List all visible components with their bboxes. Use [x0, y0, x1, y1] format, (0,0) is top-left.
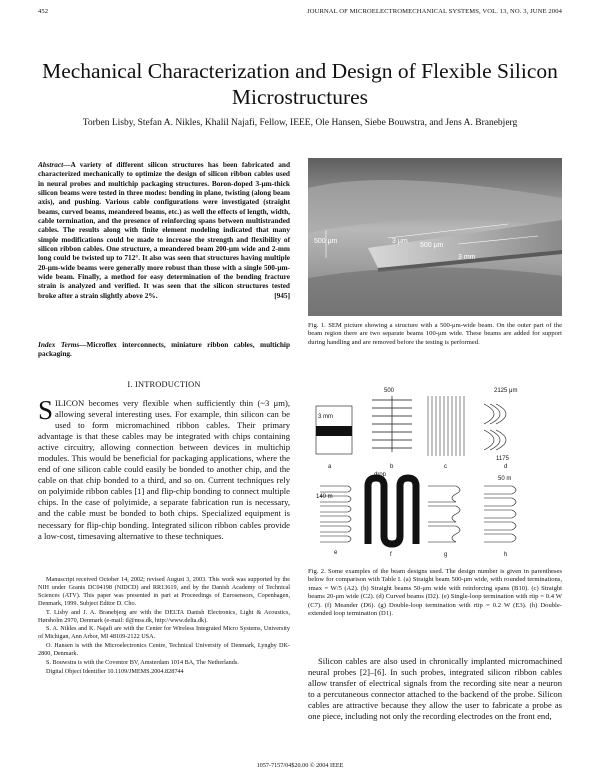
drop-cap: S [38, 395, 54, 425]
fig2-panel-h-extended-loops [484, 486, 516, 542]
footnote-affiliation: S. A. Nikles and K. Najafi are with the Center for Wireless Integrated Micro Systems, University of Michigan, Ann Arbor, MI 48109-2122 USA. [38, 625, 290, 641]
fig1-caption: Fig. 1. SEM picture showing a structure with a 500-μm-wide beam. On the outer part of the beam region there are two separate beams 100-μm wide. These beams are added for support during handling and are removed before the testing is performed. [308, 322, 562, 346]
fig2-panel-c-beams [428, 396, 464, 456]
fig2-beam-designs [308, 386, 562, 564]
fig2-panel-letter: d [504, 464, 508, 470]
fig2-panel-g-double-loops [428, 486, 460, 542]
fig2-panel-letter: g [444, 552, 448, 558]
footnote-affiliation: O. Hansen is with the Microelectronics Centre, Technical University of Denmark, Lyngby DK-2800, Denmark. [38, 642, 290, 658]
fig2-label: 1175 [496, 456, 509, 462]
fig2-label: 3 mm [318, 414, 333, 420]
footnote-affiliation: S. Bouwstra is with the Coventor BV, Amsterdam 1014 BA, The Netherlands. [46, 659, 239, 667]
fig1-label: 3 μm [392, 238, 408, 245]
index-terms-text: Microflex interconnects, miniature ribbon cables, multichip packaging. [38, 340, 291, 359]
abstract [38, 160, 290, 300]
fig2-label: 50 m [498, 476, 512, 482]
right-column-text [308, 656, 562, 722]
fig2-panel-d-curves [484, 404, 506, 450]
abstract-text: A variety of different silicon structures has been fabricated and characterized mechanically to optimize the design of silicon ribbon cables used in neural probes and multichip packaging structures. Boron-doped 3-μm-thick silicon beams were tested in three modes: bending in plane, twisting (along beam axis), and pushing. Various cable configurations were investigated (straight beams, curved beams, meandered beams, etc.) as well the effects of length, width, cable termination, and the presence of reinforcing spans between multistranded cables. The results along with finite element modeling indicated that many simple modifications could be made to increase the strength and flexibility of silicon ribbon cables. One structure, a meandered beam 200-μm wide and 2-mm long could be twisted up to 712°. It also was seen that structures having multiple 20-μm-wide beams were generally more robust than those with a single 500-μm-wide beam. Finally, a method for easy determination of the bending fracture strain is analyzed and verified. It was seen that the silicon structures tested broke after a strain slightly above 2%. [38, 160, 290, 300]
right-paragraph: Silicon cables are also used in chronically implanted micromachined neural probes [2]–[6]. In such probes, integrated silicon ribbon cables allow transfer of electrical signals from the recording site near a neuron to a percutaneous connector attached to the backend of the probe. Silicon cables are attractive because they allow the user to fabricate a probe as one piece, including not only the recording electrodes on the front end, [308, 656, 562, 722]
footnote-affiliation: T. Lisby and J. A. Branebjerg are with the DELTA Danish Electronics, Light & Acoustics, Hørsholm 2970, Denmark (e-mail: tl@mss.dk, http://www.delta.dk). [38, 608, 290, 624]
running-title: JOURNAL OF MICROELECTROMECHANICAL SYSTEMS, VOL. 13, NO. 3, JUNE 2004 [307, 8, 562, 15]
fig1-label: 500 μm [420, 242, 444, 249]
footnote-doi: Digital Object Identifier 10.1109/JMEMS.2004.828744 [46, 667, 184, 675]
footnotes [38, 576, 290, 677]
fig2-panel-letter: h [504, 552, 508, 558]
fig2-panel-letter: a [328, 464, 332, 470]
fig2-panel-letter: e [334, 550, 338, 556]
fig2-panel-f-meander [368, 478, 416, 544]
page-number: 452 [38, 8, 49, 15]
fig2-panel-a-beam [316, 426, 352, 436]
fig1-sem-image [308, 158, 562, 316]
intro-first-word: ILICON [55, 398, 85, 408]
fig2-label: 140 m [316, 494, 333, 500]
author-list: Torben Lisby, Stefan A. Nikles, Khalil Najafi, Fellow, IEEE, Ole Hansen, Siebe Bouwstra, and Jens A. Branebjerg [82, 118, 518, 128]
abstract-id: [945] [274, 290, 290, 300]
abstract-label: Abstract— [38, 160, 71, 169]
fig2-label: drop [374, 472, 387, 478]
section-heading: I. INTRODUCTION [127, 380, 201, 389]
fig2-panel-b-beams [372, 396, 412, 452]
intro-text: becomes very flexible when sufficiently thin (~3 μm), allowing several interesting uses. For example, thin silicon can be used to form micromachined ribbon cables. Their primary advantage is that these cables may be integrated with chips containing active circuitry, allowing connection between devices in multichip modules. This would be beneficial for packaging applications, where the end of one silicon cable could easily be bonded to another chip, and the cable on that chip bonded to a third, and so on. Current techniques rely on polyimide ribbon cables [1] and flip-chip bonding to connect multiple chips. In the case of polyimide, a separate fabrication run is necessary, and the cable must be bonded to both chips. Specialized equipment is necessary for flip-chip bonding. Integrated silicon ribbon cables provide a low-cost, timesaving alternative to these techniques. [38, 398, 290, 541]
footer-copyright: 1057-7157/04$20.00 © 2004 IEEE [256, 762, 344, 769]
fig2-label: 2125 μm [494, 388, 518, 394]
fig1-label: 500 μm [314, 238, 338, 245]
fig1-sem-graphic [308, 158, 562, 316]
index-terms [38, 340, 290, 359]
fig2-panel-letter: b [390, 464, 394, 470]
fig2-label: 500 [384, 388, 395, 394]
fig2-caption: Fig. 2. Some examples of the beam designs used. The design number is given in parentheses below for comparison with Table I. (a) Straight beam 500-μm wide, with rounded terminations, τmax = W/5 (A2). (b) Straight beams 50-μm wide with reinforcing spans (B10). (c) Straight beams 20-μm wide (C2). (d) Curved beams (D2). (e) Single-loop termination with rtip = 0.4 W (C7). (f) Meander (D6). (g) Double-loop termination with rtip = 0.2 W (E3). (h) Double-extended loop termination (D1). [308, 568, 562, 618]
index-terms-label: Index Terms— [38, 340, 87, 349]
fig2-panel-letter: f [390, 552, 392, 558]
fig2-panel-letter: c [444, 464, 447, 470]
paper-title: Mechanical Characterization and Design of Flexible Silicon Microstructures [42, 59, 558, 109]
footnote-manuscript: Manuscript received October 14, 2002; revised August 3, 2003. This work was supported by the NIH under Grants DC04198 (NIDCD) and RR13619, and by the Danish Academy of Technical Sciences (ATV). This paper was presented in part at Proceedings of Eurosensors, Copenhagen, Denmark, 1999. Subject Editor D. Cho. [38, 576, 290, 607]
fig1-label: 3 mm [458, 254, 476, 261]
intro-paragraph [38, 395, 290, 542]
